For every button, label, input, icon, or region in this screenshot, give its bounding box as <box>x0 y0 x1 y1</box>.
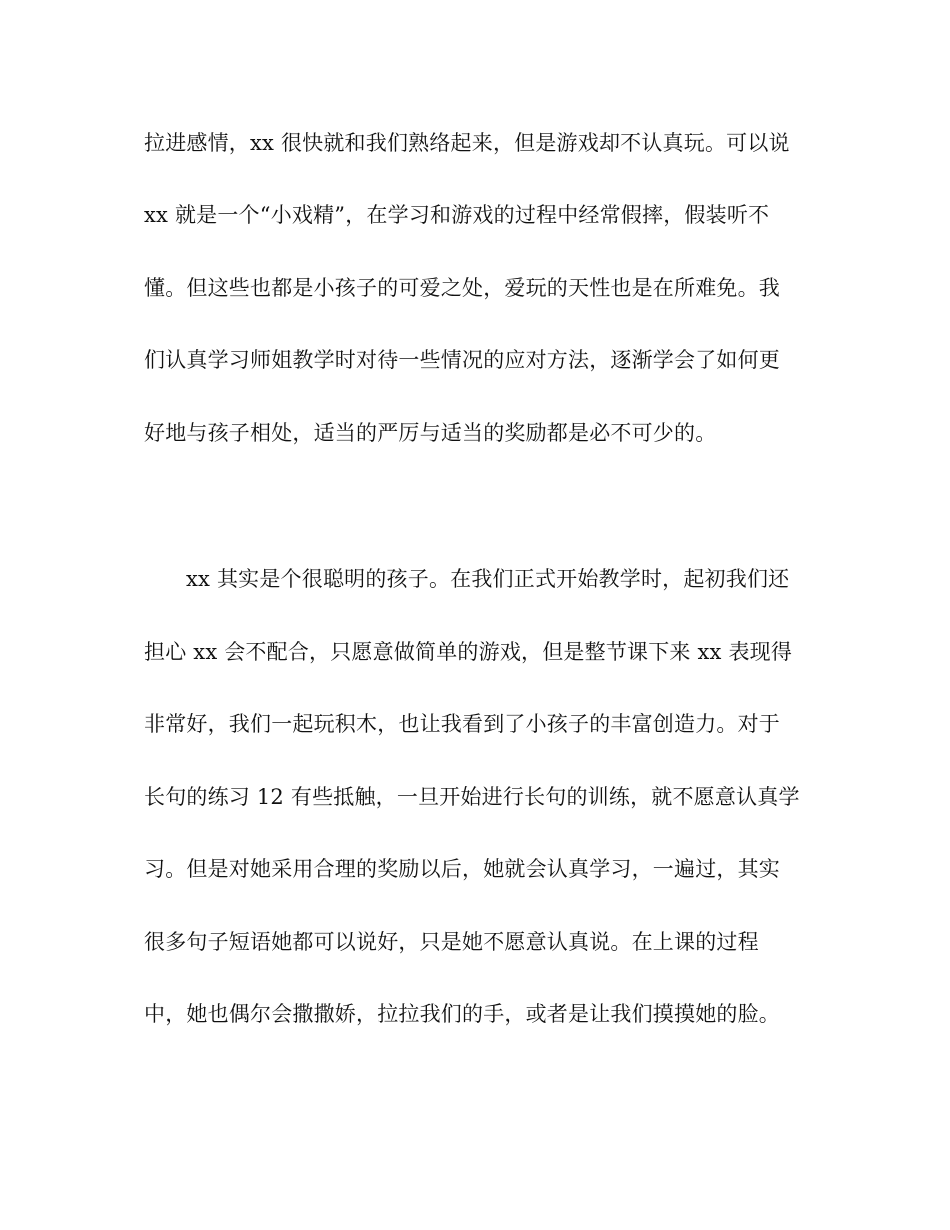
paragraph-2-line-7: 中，她也偶尔会撒撒娇，拉拉我们的手，或者是让我们摸摸她的脸。 <box>144 1002 780 1026</box>
paragraph-1-line-3: 懂。但这些也都是小孩子的可爱之处，爱玩的天性也是在所难免。我 <box>144 276 780 300</box>
paragraph-1-line-1: 拉进感情，xx 很快就和我们熟络起来，但是游戏却不认真玩。可以说 <box>144 131 790 155</box>
paragraph-1-line-5: 好地与孩子相处，适当的严厉与适当的奖励都是必不可少的。 <box>144 421 717 445</box>
paragraph-2-line-1: xx 其实是个很聪明的孩子。在我们正式开始教学时，起初我们还 <box>186 567 790 591</box>
paragraph-2-line-6: 很多句子短语她都可以说好，只是她不愿意认真说。在上课的过程 <box>144 930 759 954</box>
paragraph-2-line-4: 长句的练习 12 有些抵触，一旦开始进行长句的训练，就不愿意认真学 <box>144 785 800 809</box>
paragraph-2-line-3: 非常好，我们一起玩积木，也让我看到了小孩子的丰富创造力。对于 <box>144 712 780 736</box>
paragraph-1-line-4: 们认真学习师姐教学时对待一些情况的应对方法，逐渐学会了如何更 <box>144 348 780 372</box>
paragraph-1-line-2: xx 就是一个“小戏精”，在学习和游戏的过程中经常假摔，假装听不 <box>144 203 770 227</box>
paragraph-2-line-2: 担心 xx 会不配合，只愿意做简单的游戏，但是整节课下来 xx 表现得 <box>144 640 793 664</box>
paragraph-2-line-5: 习。但是对她采用合理的奖励以后，她就会认真学习，一遍过，其实 <box>144 857 780 881</box>
